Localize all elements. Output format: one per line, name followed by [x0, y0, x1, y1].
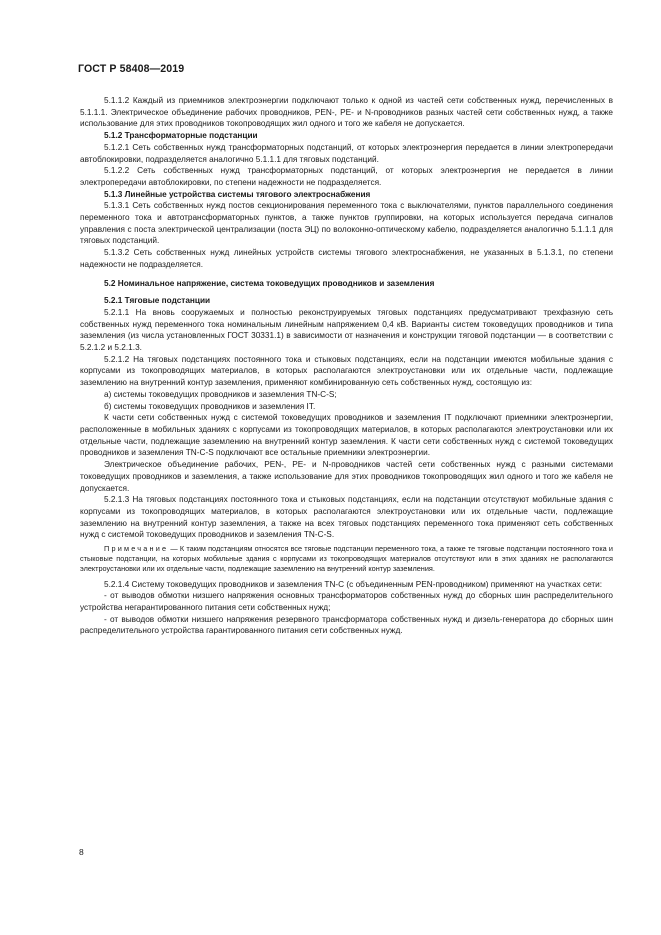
- heading-5-2-1: 5.2.1 Тяговые подстанции: [104, 296, 211, 306]
- note: [80, 544, 613, 575]
- heading-5-2: 5.2 Номинальное напряжение, система токоведущих проводников и заземления: [104, 278, 435, 288]
- paragraph-5-2-1-4: 5.2.1.4 Систему токоведущих проводников и заземления TN-C (с объединенным PEN-проводником) применяют на участках сети:: [104, 579, 603, 589]
- paragraph-5-1-2-2: 5.1.2.2 Сеть собственных нужд трансформаторных подстанций, от которых электроэнергия не передается в линии электропередачи автоблокировки, по степени надежности не подразделяется.: [80, 166, 613, 187]
- paragraph-5-2-1-3: 5.2.1.3 На тяговых подстанциях постоянного тока и стыковых подстанциях, если на подстанции отсутствуют мобильные здания с корпусами из токопроводящих материалов, в которых располагаются электроустановки или их отдельные части, подлежащие заземлению на внутренний контур заземления, а также на всех тяговых подстанциях переменного тока применяют сеть собственных нужд с системой токоведущих проводников и заземления TN-C-S.: [80, 495, 613, 540]
- heading-5-1-2: 5.1.2 Трансформаторные подстанции: [104, 131, 258, 141]
- list-item-a: а) системы токоведущих проводников и заземления TN-C-S;: [104, 389, 337, 399]
- paragraph-5-1-3-2: 5.1.3.2 Сеть собственных нужд линейных устройств системы тягового электроснабжения, не указанных в 5.1.3.1, по степени надежности не подразделяется.: [80, 248, 613, 269]
- document-body: [80, 95, 613, 637]
- paragraph-5-1-3-1: 5.1.3.1 Сеть собственных нужд постов секционирования переменного тока с выключателями, пунктов параллельного соединения переменного тока и автотрансформаторных пунктов, а также пунктов группировки, на которых используется передача сигналов управления с поста электрической централизации (поста ЭЦ) по волоконно-оптическому кабелю, подразделяется аналогично 5.1.1.1 для тяговых подстанций.: [80, 201, 613, 246]
- note-text: — К таким подстанциям относятся все тяговые подстанции переменного тока, а также те тяговые подстанции постоянного тока и стыковые подстанции, на которых мобильные здания с корпусами из токопроводящих материалов отсутствуют или в этих зданиях не располагаются электроустановки или их отдельные части, подлежащие заземлению на внутренний контур заземления.: [80, 544, 613, 574]
- heading-5-1-3: 5.1.3 Линейные устройства системы тягового электроснабжения: [104, 189, 371, 199]
- dash-item-2: - от выводов обмотки низшего напряжения резервного трансформатора собственных нужд и дизель-генератора до сборных шин распределительного устройства гарантированного питания сети собственных нужд.: [80, 614, 613, 636]
- paragraph-electrical-union: Электрическое объединение рабочих, PEN-, PE- и N-проводников частей сети собственных нужд с разными системами токоведущих проводников и заземления, а также использование для этих проводников токопроводящих жил одного и того же кабеля не допускается.: [80, 460, 613, 493]
- list-item-b: б) системы токоведущих проводников и заземления IT.: [104, 401, 316, 411]
- dash-item-1: - от выводов обмотки низшего напряжения основных трансформаторов собственных нужд до сборных шин распределительного устройства негарантированного питания сети собственных нужд;: [80, 591, 613, 613]
- document-header: ГОСТ Р 58408—2019: [78, 63, 185, 75]
- note-label: Примечание: [104, 544, 169, 554]
- paragraph-it: К части сети собственных нужд с системой токоведущих проводников и заземления IT подключают приемники электроэнергии, расположенные в мобильных зданиях с корпусами из токопроводящих материалов, в которых располагаются электроустановки или их отдельные части, подлежащие заземлению на внутренний контур заземления. К части сети собственных нужд с системой токоведущих проводников и заземления TN-C-S подключают все остальные приемники электроэнергии.: [80, 413, 613, 458]
- page-number: 8: [79, 847, 84, 857]
- paragraph-5-2-1-1: 5.2.1.1 На вновь сооружаемых и полностью реконструируемых тяговых подстанциях предусматривают трехфазную сеть собственных нужд переменного тока номинальным линейным напряжением 0,4 кВ. Варианты систем токоведущих проводников и типа заземления (из числа установленных ГОСТ 30331.1) в зависимости от назначения и конструкции тяговой подстанции — в соответствии с 5.2.1.2 и 5.2.1.3.: [80, 307, 613, 353]
- paragraph-5-1-2-1: 5.1.2.1 Сеть собственных нужд трансформаторных подстанций, от которых электроэнергия передается в линии электропередачи автоблокировки, подразделяется аналогично 5.1.1.1 для тяговых подстанций.: [80, 142, 613, 164]
- paragraph-5-2-1-2: 5.2.1.2 На тяговых подстанциях постоянного тока и стыковых подстанциях, если на подстанции имеются мобильные здания с корпусами из токопроводящих материалов, в которых располагаются электроустановки или их отдельные части, подлежащие заземлению на внутренний контур заземления, применяют комбинированную сеть собственных нужд, состоящую из:: [80, 354, 613, 388]
- paragraph-5-1-1-2: 5.1.1.2 Каждый из приемников электроэнергии подключают только к одной из частей сети собственных нужд, перечисленных в 5.1.1.1. Электрическое объединение рабочих проводников, PEN-, PE- и N-проводников разных частей сети собственных нужд, а также использование для этих проводников токопроводящих жил одного и того же кабеля не допускается.: [80, 96, 613, 129]
